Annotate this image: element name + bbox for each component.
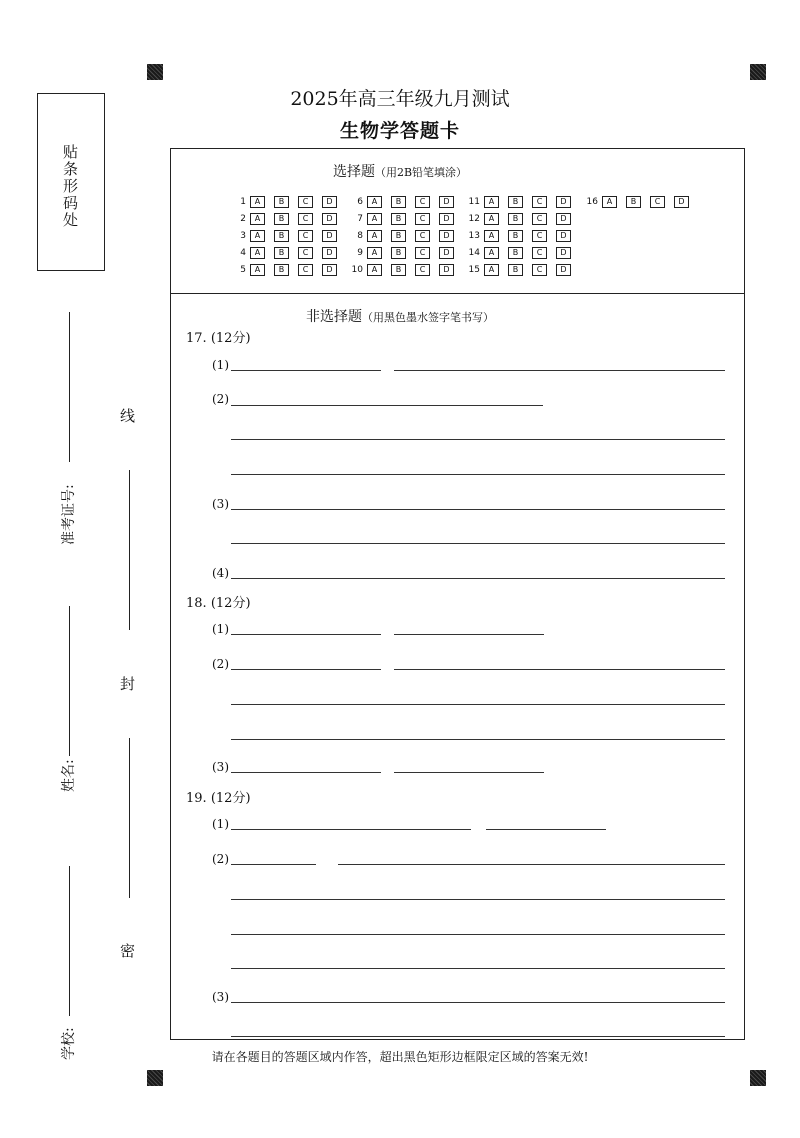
q18-part-2-label: (2) bbox=[212, 657, 229, 671]
mc-option-bubble[interactable]: D bbox=[439, 230, 454, 242]
question-18-header: 18. (12分) bbox=[186, 596, 251, 611]
q18-part-3-label: (3) bbox=[212, 760, 229, 774]
mc-option-bubble[interactable]: A bbox=[602, 196, 617, 208]
q18-answer-line[interactable] bbox=[394, 634, 544, 635]
mc-question-number: 3 bbox=[240, 231, 246, 241]
q18-answer-line[interactable] bbox=[394, 669, 725, 670]
mc-option-bubble[interactable]: D bbox=[556, 196, 571, 208]
card-subtitle: 生物学答题卡 bbox=[339, 120, 460, 142]
q18-answer-line[interactable] bbox=[394, 772, 544, 773]
footer-notice: 请在各题目的答题区域内作答，超出黑色矩形边框限定区域的答案无效! bbox=[211, 1050, 589, 1064]
mc-option-bubble[interactable]: D bbox=[322, 230, 337, 242]
mc-question-row bbox=[462, 263, 580, 277]
mc-question-row bbox=[580, 195, 698, 209]
registration-marker-top-left bbox=[147, 64, 163, 80]
q17-part-2-label: (2) bbox=[212, 392, 229, 406]
mc-option-bubble[interactable]: D bbox=[439, 213, 454, 225]
mc-option-bubble[interactable]: B bbox=[274, 230, 289, 242]
q18-answer-line[interactable] bbox=[231, 704, 725, 705]
mc-option-bubble[interactable]: A bbox=[484, 230, 499, 242]
mc-option-bubble[interactable]: C bbox=[532, 230, 547, 242]
mc-question-row bbox=[345, 195, 463, 209]
mc-question-row bbox=[228, 229, 346, 243]
mc-question-number: 5 bbox=[240, 265, 246, 275]
mc-option-bubble[interactable]: C bbox=[415, 230, 430, 242]
q19-part-2-label: (2) bbox=[212, 852, 229, 866]
q19-answer-line[interactable] bbox=[486, 829, 606, 830]
registration-marker-bottom-left bbox=[147, 1070, 163, 1086]
mc-question-number: 10 bbox=[351, 265, 363, 275]
q18-answer-line[interactable] bbox=[231, 634, 381, 635]
mc-question-number: 9 bbox=[357, 248, 363, 258]
mc-option-bubble[interactable]: A bbox=[484, 264, 499, 276]
mc-question-number: 16 bbox=[586, 197, 598, 207]
q17-answer-line[interactable] bbox=[231, 543, 725, 544]
mc-option-bubble[interactable]: A bbox=[484, 247, 499, 259]
mc-question-number: 15 bbox=[468, 265, 480, 275]
admission-field-label: 准考证号: bbox=[61, 484, 77, 545]
mc-option-bubble[interactable]: C bbox=[650, 196, 665, 208]
mc-question-number: 2 bbox=[240, 214, 246, 224]
mc-option-bubble[interactable]: C bbox=[298, 264, 313, 276]
mc-option-bubble[interactable]: B bbox=[391, 196, 406, 208]
registration-marker-top-right bbox=[750, 64, 766, 80]
mc-question-row bbox=[462, 195, 580, 209]
fr-note: （用黑色墨水签字笔书写） bbox=[362, 311, 494, 324]
mc-option-bubble[interactable]: A bbox=[367, 264, 382, 276]
q19-part-1-label: (1) bbox=[212, 817, 229, 831]
mc-question-number: 13 bbox=[468, 231, 480, 241]
q18-answer-line[interactable] bbox=[231, 772, 381, 773]
mc-option-bubble[interactable]: C bbox=[532, 264, 547, 276]
q17-answer-line[interactable] bbox=[231, 439, 725, 440]
mc-option-bubble[interactable]: C bbox=[532, 196, 547, 208]
q19-answer-line[interactable] bbox=[231, 1002, 725, 1003]
barcode-box-label: 贴条形码处 bbox=[61, 144, 79, 229]
q18-part-1-label: (1) bbox=[212, 622, 229, 636]
mc-option-bubble[interactable]: B bbox=[274, 264, 289, 276]
mc-question-number: 6 bbox=[357, 197, 363, 207]
mc-title: 选择题 bbox=[332, 164, 375, 180]
mc-option-bubble[interactable]: A bbox=[250, 264, 265, 276]
school-field-label: 学校: bbox=[61, 1027, 77, 1060]
mc-option-bubble[interactable]: B bbox=[274, 213, 289, 225]
mc-option-bubble[interactable]: D bbox=[556, 264, 571, 276]
mc-question-number: 1 bbox=[240, 197, 246, 207]
q19-answer-line[interactable] bbox=[231, 968, 725, 969]
mc-option-bubble[interactable]: C bbox=[298, 213, 313, 225]
name-field-label: 姓名: bbox=[61, 759, 77, 792]
mc-option-bubble[interactable]: C bbox=[298, 196, 313, 208]
mc-option-bubble[interactable]: C bbox=[415, 247, 430, 259]
question-17-header: 17. (12分) bbox=[186, 331, 251, 346]
mc-question-row bbox=[462, 212, 580, 226]
mc-question-row bbox=[228, 246, 346, 260]
mc-question-number: 14 bbox=[468, 248, 480, 258]
mc-option-bubble[interactable]: B bbox=[391, 230, 406, 242]
q17-answer-line[interactable] bbox=[231, 474, 725, 475]
mc-option-bubble[interactable]: A bbox=[250, 213, 265, 225]
mc-option-bubble[interactable]: A bbox=[250, 196, 265, 208]
mc-option-bubble[interactable]: B bbox=[391, 264, 406, 276]
mc-option-bubble[interactable]: A bbox=[367, 247, 382, 259]
mc-option-bubble[interactable]: C bbox=[532, 213, 547, 225]
mc-option-bubble[interactable]: B bbox=[274, 196, 289, 208]
mc-option-bubble[interactable]: B bbox=[508, 213, 523, 225]
q17-answer-line[interactable] bbox=[231, 578, 725, 579]
mc-option-bubble[interactable]: C bbox=[415, 213, 430, 225]
exam-title: 2025年高三年级九月测试 bbox=[290, 88, 510, 110]
mc-question-row bbox=[345, 246, 463, 260]
q17-part-3-label: (3) bbox=[212, 497, 229, 511]
q19-answer-line[interactable] bbox=[231, 934, 725, 935]
mc-option-bubble[interactable]: C bbox=[415, 264, 430, 276]
mc-option-bubble[interactable]: D bbox=[556, 247, 571, 259]
q17-answer-line[interactable] bbox=[231, 370, 381, 371]
mc-option-bubble[interactable]: C bbox=[415, 196, 430, 208]
mc-question-number: 4 bbox=[240, 248, 246, 258]
q18-answer-line[interactable] bbox=[231, 739, 725, 740]
q17-answer-line[interactable] bbox=[231, 509, 725, 510]
mc-question-row bbox=[462, 229, 580, 243]
mc-option-bubble[interactable]: D bbox=[556, 230, 571, 242]
mc-option-bubble[interactable]: B bbox=[508, 264, 523, 276]
mc-option-bubble[interactable]: D bbox=[674, 196, 689, 208]
binding-char-line: 线 bbox=[118, 408, 136, 425]
mc-option-bubble[interactable]: B bbox=[391, 213, 406, 225]
q19-answer-line[interactable] bbox=[231, 1036, 725, 1037]
binding-line-1 bbox=[129, 470, 130, 630]
mc-question-number: 8 bbox=[357, 231, 363, 241]
mc-option-bubble[interactable]: A bbox=[484, 196, 499, 208]
mc-option-bubble[interactable]: A bbox=[367, 213, 382, 225]
mc-option-bubble[interactable]: D bbox=[322, 213, 337, 225]
mc-question-row bbox=[345, 212, 463, 226]
mc-question-row bbox=[345, 229, 463, 243]
q19-answer-line[interactable] bbox=[231, 829, 471, 830]
fr-section-title bbox=[0, 306, 800, 326]
q19-part-3-label: (3) bbox=[212, 990, 229, 1004]
mc-question-row bbox=[228, 212, 346, 226]
mc-option-bubble[interactable]: C bbox=[532, 247, 547, 259]
q19-answer-line[interactable] bbox=[231, 899, 725, 900]
mc-question-row bbox=[228, 195, 346, 209]
section-divider bbox=[170, 293, 744, 294]
mc-option-bubble[interactable]: D bbox=[439, 196, 454, 208]
mc-option-bubble[interactable]: A bbox=[250, 230, 265, 242]
q17-part-4-label: (4) bbox=[212, 566, 229, 580]
mc-option-bubble[interactable]: B bbox=[274, 247, 289, 259]
q19-answer-line[interactable] bbox=[231, 864, 316, 865]
binding-char-secret: 密 bbox=[118, 943, 136, 960]
mc-question-row bbox=[345, 263, 463, 277]
admission-field-line bbox=[69, 312, 70, 462]
mc-option-bubble[interactable]: B bbox=[508, 196, 523, 208]
binding-char-seal: 封 bbox=[118, 676, 136, 693]
mc-note: （用2B铅笔填涂） bbox=[374, 166, 468, 179]
mc-option-bubble[interactable]: D bbox=[439, 264, 454, 276]
mc-option-bubble[interactable]: D bbox=[439, 247, 454, 259]
mc-question-row bbox=[462, 246, 580, 260]
mc-option-bubble[interactable]: B bbox=[391, 247, 406, 259]
mc-option-bubble[interactable]: B bbox=[508, 230, 523, 242]
mc-option-bubble[interactable]: B bbox=[626, 196, 641, 208]
mc-option-bubble[interactable]: B bbox=[508, 247, 523, 259]
mc-option-bubble[interactable]: A bbox=[367, 230, 382, 242]
mc-option-bubble[interactable]: D bbox=[322, 264, 337, 276]
q18-answer-line[interactable] bbox=[231, 669, 381, 670]
school-field-line bbox=[69, 866, 70, 1016]
mc-option-bubble[interactable]: D bbox=[556, 213, 571, 225]
name-field-line bbox=[69, 606, 70, 756]
q17-answer-line[interactable] bbox=[394, 370, 725, 371]
question-19-header: 19. (12分) bbox=[186, 791, 251, 806]
mc-option-bubble[interactable]: D bbox=[322, 247, 337, 259]
q17-answer-line[interactable] bbox=[231, 405, 543, 406]
mc-option-bubble[interactable]: A bbox=[484, 213, 499, 225]
mc-section-title bbox=[0, 161, 800, 181]
q17-part-1-label: (1) bbox=[212, 358, 229, 372]
mc-question-number: 7 bbox=[357, 214, 363, 224]
mc-option-bubble[interactable]: A bbox=[367, 196, 382, 208]
answer-frame bbox=[170, 148, 745, 1040]
q19-answer-line[interactable] bbox=[338, 864, 725, 865]
mc-option-bubble[interactable]: C bbox=[298, 247, 313, 259]
mc-question-number: 12 bbox=[468, 214, 480, 224]
mc-question-row bbox=[228, 263, 346, 277]
registration-marker-bottom-right bbox=[750, 1070, 766, 1086]
mc-question-number: 11 bbox=[468, 197, 480, 207]
mc-option-bubble[interactable]: D bbox=[322, 196, 337, 208]
fr-title: 非选择题 bbox=[306, 309, 362, 325]
mc-option-bubble[interactable]: A bbox=[250, 247, 265, 259]
binding-line-2 bbox=[129, 738, 130, 898]
mc-option-bubble[interactable]: C bbox=[298, 230, 313, 242]
